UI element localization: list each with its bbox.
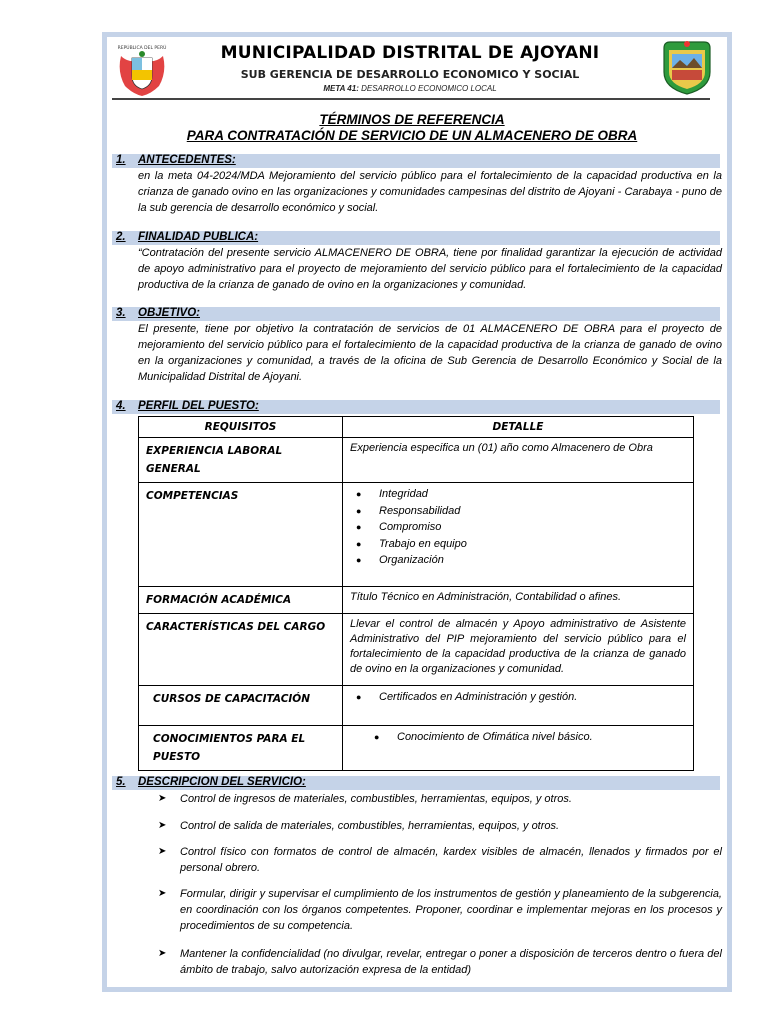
requirement-detail: Título Técnico en Administración, Contabilidad o afines.	[343, 587, 694, 614]
table-row	[139, 726, 694, 771]
coat-of-arms-caption: REPÚBLICA DEL PERÚ	[117, 46, 167, 51]
service-item	[158, 844, 722, 876]
section-number-2: 2.	[116, 231, 126, 243]
list-item: ● Trabajo en equipo	[356, 536, 686, 553]
requirement-detail: Experiencia especifica un (01) año como Almacenero de Obra	[343, 438, 694, 483]
arrow-bullet-icon: ➤	[158, 793, 167, 804]
requirement-detail	[343, 483, 694, 587]
section-text-antecedentes: en la meta 04-2024/MDA Mejoramiento del servicio público para el fortalecimiento de la capacidad productiva en la crianza de ganado ovino en las organizaciones y comunidades campesinas del distrito de Ajoyani - Carabaya - puno de la sub gerencia de desarrollo económico y social.	[138, 170, 722, 214]
knowledge-list	[350, 729, 686, 746]
list-item: ● Organización	[356, 552, 686, 569]
section-number-3: 3.	[116, 307, 126, 319]
peru-coat-of-arms-icon	[115, 42, 169, 98]
requirement-label: EXPERIENCIA LABORAL GENERAL	[139, 438, 343, 483]
requirement-label: COMPETENCIAS	[139, 483, 343, 587]
table-row	[139, 483, 694, 587]
service-item	[158, 886, 722, 934]
list-item: ● Integridad	[356, 486, 686, 503]
meta-text: DESARROLLO ECONOMICO LOCAL	[358, 84, 497, 93]
table-header-row	[139, 417, 694, 438]
service-item-text: Control de ingresos de materiales, combustibles, herramientas, equipos, y otros.	[180, 793, 572, 805]
document-title	[112, 112, 712, 144]
service-item	[158, 818, 722, 834]
requirement-detail: Llevar el control de almacén y Apoyo administrativo de Asistente Administrativo del PIP mejoramiento del servicio público para el fortalecimiento de la capacidad productiva de la crianza de ganado de ovino en la organizaciones y comunidad.	[343, 614, 694, 686]
requirement-label: CURSOS DE CAPACITACIÓN	[139, 686, 343, 726]
section-text-finalidad: “Contratación del presente servicio ALMACENERO DE OBRA, tiene por finalidad garantizar la ejecución de actividad de apoyo administrativo para el proyecto de mejoramiento del servicio público para el fortalecimiento de la capacidad productiva de la crianza de ganado de ovino en la organizaciones y comunidad.	[138, 247, 722, 291]
section-text-objetivo: El presente, tiene por objetivo la contratación de servicios de 01 ALMACENERO DE OBRA para el proyecto de mejoramiento del servicio público para el fortalecimiento de la capacidad productiva de la crianza de ganado de ovino en la organizaciones y comunidad, a través de la oficina de Sub Gerencia de Desarrollo Económico y Social de la Municipalidad Distrital de Ajoyani.	[138, 323, 722, 383]
requirement-label: CONOCIMIENTOS PARA EL PUESTO	[139, 726, 343, 771]
service-item-text: Mantener la confidencialidad (no divulgar, revelar, entregar o poner a disposición de terceros dentro o fuera del ámbito de trabajo, salvo autorización expresa de la entidad)	[180, 948, 722, 976]
table-row	[139, 614, 694, 686]
section-heading-perfil: PERFIL DEL PUESTO:	[138, 400, 259, 412]
service-item-text: Formular, dirigir y supervisar el cumplimiento de los instrumentos de gestión y planeamiento de la subgerencia, en coordinación con los órganos competentes. Proponer, coordinar e implementar mejoras en los procesos y procedimientos de su competencia.	[180, 888, 722, 932]
section-number-4: 4.	[116, 400, 126, 412]
meta-line	[175, 84, 645, 93]
requirement-detail	[343, 686, 694, 726]
service-item	[158, 791, 722, 807]
section-heading-objetivo: OBJETIVO:	[138, 307, 200, 319]
profile-table	[138, 416, 694, 771]
competencies-list	[350, 486, 686, 569]
arrow-bullet-icon: ➤	[158, 846, 167, 857]
meta-label: META 41:	[323, 84, 359, 93]
service-item	[158, 946, 722, 978]
section-heading-antecedentes: ANTECEDENTES:	[138, 154, 236, 166]
list-item: ● Certificados en Administración y gestión.	[356, 689, 686, 706]
section-number-5: 5.	[116, 776, 126, 788]
table-row	[139, 438, 694, 483]
document-title-line1: TÉRMINOS DE REFERENCIA	[319, 112, 505, 127]
column-header-requisitos: REQUISITOS	[139, 417, 343, 438]
table-row	[139, 587, 694, 614]
service-item-text: Control de salida de materiales, combustibles, herramientas, equipos, y otros.	[180, 820, 560, 832]
table-row	[139, 686, 694, 726]
list-item: ● Responsabilidad	[356, 503, 686, 520]
ajoyani-shield-icon	[658, 38, 716, 96]
arrow-bullet-icon: ➤	[158, 820, 167, 831]
requirement-detail	[343, 726, 694, 771]
arrow-bullet-icon: ➤	[158, 948, 167, 959]
section-bar-3	[112, 307, 720, 321]
section-heading-descripcion: DESCRIPCION DEL SERVICIO:	[138, 776, 306, 788]
header-rule	[112, 98, 710, 100]
list-item: ● Compromiso	[356, 519, 686, 536]
list-item: ● Conocimiento de Ofimática nivel básico.	[374, 729, 686, 746]
column-header-detalle: DETALLE	[343, 417, 694, 438]
service-item-text: Control físico con formatos de control de almacén, kardex visibles de almacén, llenados y firmados por el personal obrero.	[180, 846, 722, 874]
section-heading-finalidad: FINALIDAD PUBLICA:	[138, 231, 259, 243]
document-title-line2: PARA CONTRATACIÓN DE SERVICIO DE UN ALMACENERO DE OBRA	[186, 128, 638, 143]
courses-list	[350, 689, 686, 706]
requirement-label: CARACTERÍSTICAS DEL CARGO	[139, 614, 343, 686]
arrow-bullet-icon: ➤	[158, 888, 167, 899]
requirement-label: FORMACIÓN ACADÉMICA	[139, 587, 343, 614]
section-number-1: 1.	[116, 154, 126, 166]
municipality-name: MUNICIPALIDAD DISTRITAL DE AJOYANI	[220, 43, 600, 63]
sub-management-name: SUB GERENCIA DE DESARROLLO ECONOMICO Y SOCIAL	[240, 68, 580, 81]
